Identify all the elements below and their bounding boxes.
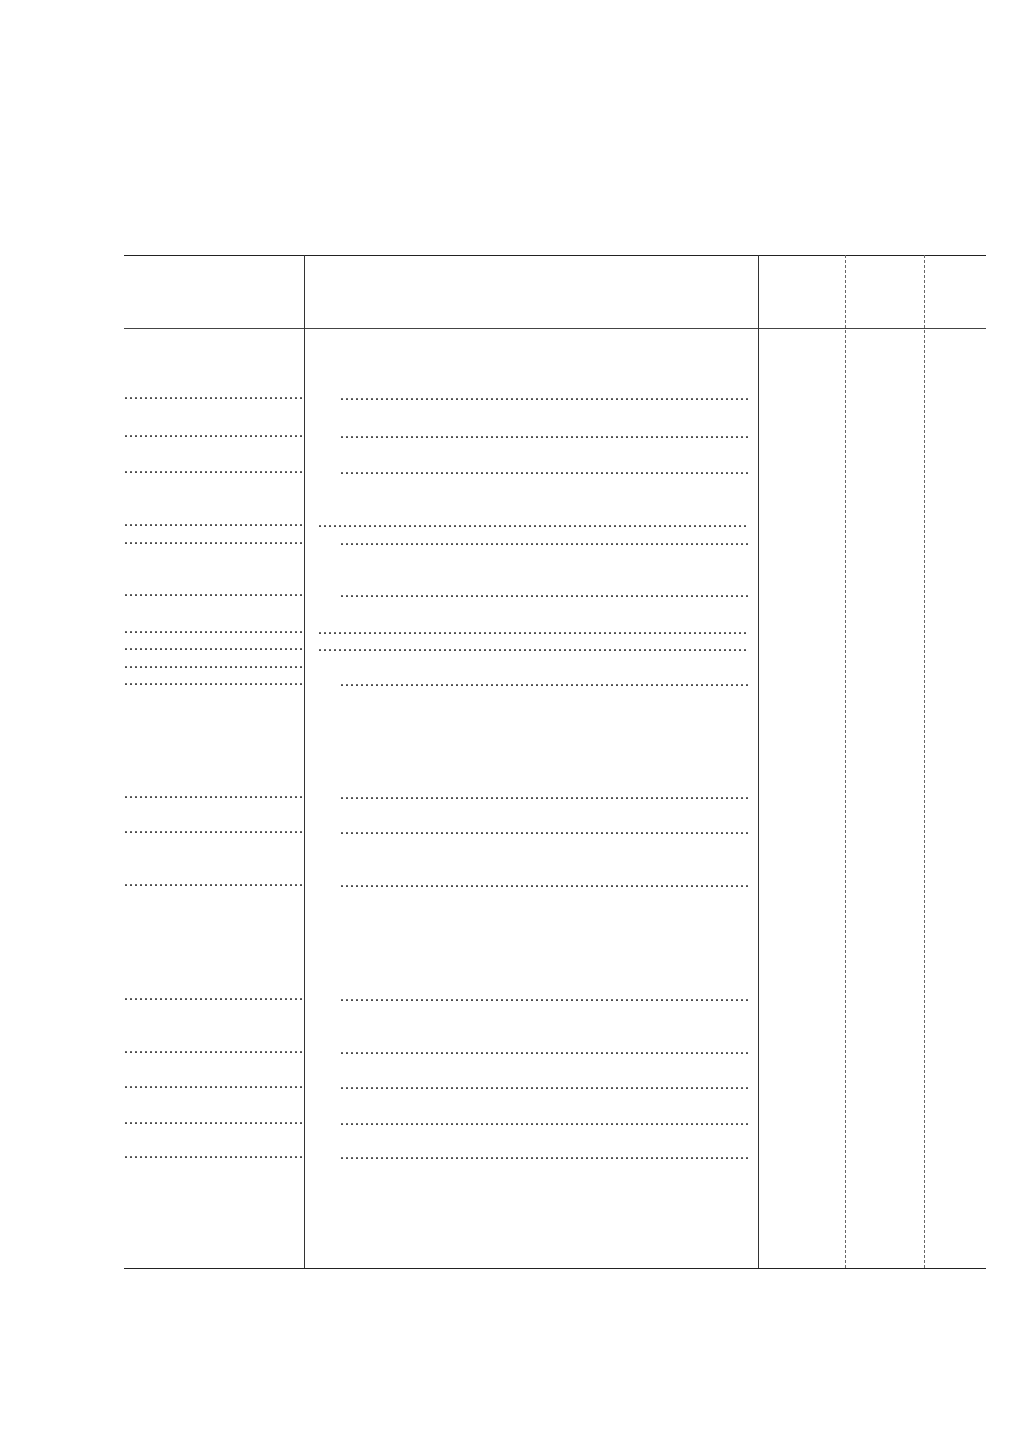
kommuner-list xyxy=(318,460,750,479)
kommuner-list xyxy=(318,1111,750,1130)
col-divider-2 xyxy=(758,255,759,1268)
fogderi-name xyxy=(124,1040,302,1058)
kommuner-list xyxy=(318,531,750,550)
fogderi-name xyxy=(124,513,302,531)
fogderi-name xyxy=(124,1145,302,1163)
kommuner-list xyxy=(318,873,750,892)
kommuner-line xyxy=(318,1040,750,1059)
kommuner-line xyxy=(318,531,750,550)
kommuner-list xyxy=(318,987,750,1006)
kommuner-line xyxy=(318,386,750,405)
fogderi-name xyxy=(124,672,302,690)
kommuner-line xyxy=(318,785,750,804)
kommuner-line xyxy=(318,1145,750,1164)
kommuner-line xyxy=(318,820,750,839)
col-divider-4 xyxy=(924,255,925,1268)
kommuner-line xyxy=(318,1111,750,1130)
kommuner-line xyxy=(318,513,750,532)
col-divider-3 xyxy=(845,255,846,1268)
kommuner-list xyxy=(318,513,750,532)
kommuner-list xyxy=(318,583,750,602)
fogderi-name xyxy=(124,620,302,638)
kommuner-list xyxy=(318,637,750,656)
kommuner-line xyxy=(318,460,750,479)
header-bottom-rule xyxy=(124,328,986,329)
kommuner-line xyxy=(318,672,750,691)
table-bottom-rule xyxy=(124,1268,986,1269)
fogderi-name xyxy=(124,785,302,803)
kommuner-list xyxy=(318,424,750,443)
fogderi-name xyxy=(124,820,302,838)
col-divider-1 xyxy=(304,255,305,1268)
fogderi-name xyxy=(124,987,302,1005)
fogderi-name xyxy=(124,386,302,404)
table-top-rule xyxy=(124,255,986,256)
kommuner-list xyxy=(318,1040,750,1059)
kommuner-list xyxy=(318,1075,750,1094)
kommuner-list xyxy=(318,386,750,405)
kommuner-line xyxy=(318,583,750,602)
kommuner-line xyxy=(318,637,750,656)
fogderi-name xyxy=(124,531,302,549)
kommuner-line xyxy=(318,873,750,892)
fogderi-name xyxy=(124,655,302,673)
kommuner-list xyxy=(318,672,750,691)
fogderi-name xyxy=(124,583,302,601)
fogderi-name xyxy=(124,460,302,478)
fogderi-name xyxy=(124,424,302,442)
fogderi-name xyxy=(124,1075,302,1093)
kommuner-line xyxy=(318,1075,750,1094)
kommuner-line xyxy=(318,424,750,443)
kommuner-list xyxy=(318,1145,750,1164)
kommuner-line xyxy=(318,987,750,1006)
kommuner-list xyxy=(318,785,750,804)
kommuner-list xyxy=(318,820,750,839)
fogderi-name xyxy=(124,873,302,891)
fogderi-name xyxy=(124,1111,302,1129)
fogderi-name xyxy=(124,637,302,655)
